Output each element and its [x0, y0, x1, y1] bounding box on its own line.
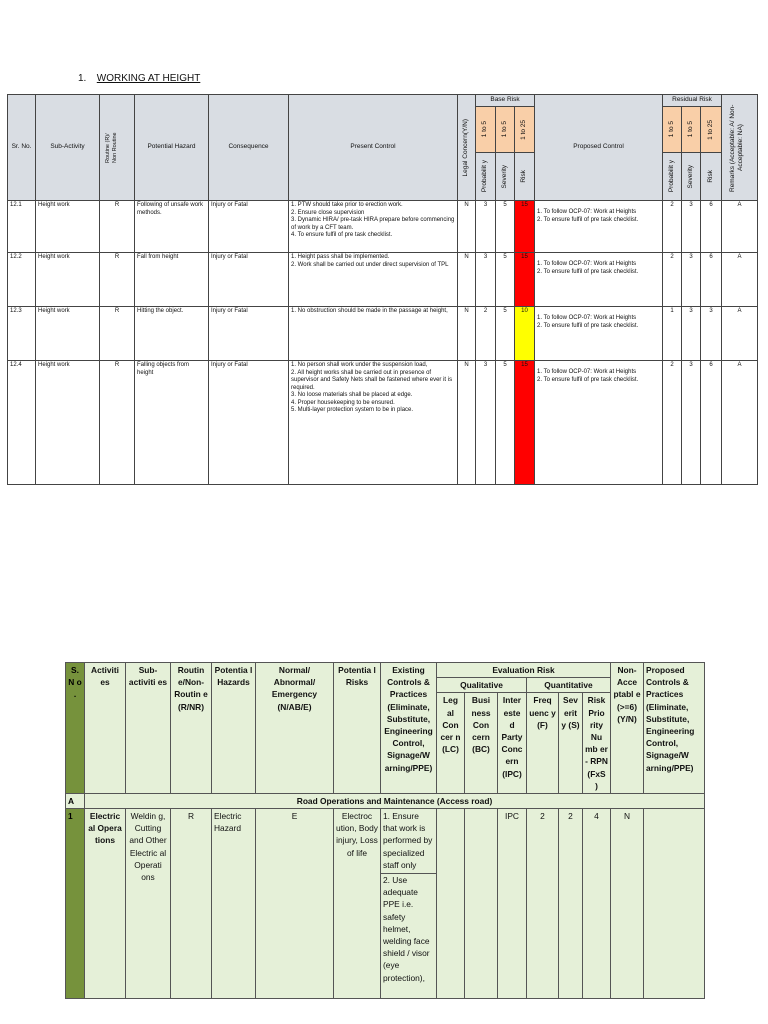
cell-remark: A	[722, 361, 758, 485]
header-present-control: Present Control	[289, 95, 458, 201]
cell-legal: N	[458, 201, 476, 253]
cell-proposed-control-line: 1. To follow OCP-07: Work at Heights	[537, 369, 637, 375]
t2-cell-bc	[465, 809, 498, 999]
cell-legal: N	[458, 361, 476, 485]
cell-severity: 5	[496, 307, 515, 361]
header-sub-activity: Sub-Activity	[36, 95, 100, 201]
t2-header-sno: S. N o .	[66, 663, 85, 794]
cell-sr-no: 12.3	[8, 307, 36, 361]
cell-legal: N	[458, 307, 476, 361]
header-routine: Routine (R)/ Non Routine	[100, 95, 135, 201]
t2-control-item: 1. Ensure that work is performed by specialized staff only	[381, 810, 436, 874]
t2-header-proposed-controls: Proposed Controls & Practices (Eliminate, Substitute, Engineering Control, Signage/W arning/PPE)	[644, 663, 705, 794]
header-base-probability: Probabilit y	[476, 153, 496, 201]
cell-present-control-line: 1. Height pass shall be implemented.	[291, 254, 390, 260]
cell-present-control	[289, 307, 458, 361]
cell-proposed-control-line: 1. To follow OCP-07: Work at Heights	[537, 209, 637, 215]
cell-present-control	[289, 361, 458, 485]
header-potential-hazard: Potential Hazard	[135, 95, 209, 201]
cell-present-control-line: 3. Dynamic HIRA/ pre-task HIRA prepare before commencing of work by a CFT team.	[291, 217, 455, 231]
section-number: 1.	[78, 73, 87, 84]
cell-res-severity: 3	[682, 253, 701, 307]
cell-proposed-control	[535, 307, 663, 361]
header-proposed-control: Proposed Control	[535, 95, 663, 201]
t2-header-routine: Routin e/Non- Routin e (R/NR)	[171, 663, 212, 794]
t2-header-frequency: Freq uenc y (F)	[527, 693, 559, 794]
header-residual-risk: Residual Risk	[663, 95, 722, 107]
t2-cell-controls	[381, 809, 437, 999]
header-consequence: Consequence	[209, 95, 289, 201]
cell-severity: 5	[496, 361, 515, 485]
table-row	[8, 253, 758, 307]
cell-routine: R	[100, 201, 135, 253]
header-res-risk-col: Risk	[701, 153, 722, 201]
cell-remark: A	[722, 201, 758, 253]
t2-cell-non-acceptable: N	[611, 809, 644, 999]
cell-proposed-control-line: 1. To follow OCP-07: Work at Heights	[537, 315, 637, 321]
cell-sr-no: 12.4	[8, 361, 36, 485]
cell-present-control-line: 5. Multi-layer protection system to be in place.	[291, 407, 414, 413]
header-base-risk-range: 1 to 25	[515, 107, 535, 153]
t2-cell-sno: 1	[66, 809, 85, 999]
t2-header-business-concern: Busi ness Con cern (BC)	[465, 693, 498, 794]
t2-control-item: 2. Use adequate PPE i.e. safety helmet, welding face shield / visor (eye protection),	[383, 875, 430, 983]
cell-proposed-control	[535, 361, 663, 485]
cell-severity: 5	[496, 253, 515, 307]
t2-header-activities: Activiti es	[85, 663, 126, 794]
cell-sub-activity: Height work	[36, 253, 100, 307]
t2-cell-lc	[437, 809, 465, 999]
cell-res-risk: 6	[701, 201, 722, 253]
t2-cell-severity: 2	[559, 809, 583, 999]
cell-res-probability: 2	[663, 201, 682, 253]
header-base-sev-range: 1 to 5	[496, 107, 515, 153]
header-base-severity: Severity	[496, 153, 515, 201]
cell-consequence: Injury or Fatal	[209, 201, 289, 253]
t2-header-quantitative: Quantitative	[527, 678, 611, 693]
t2-cell-rpn: 4	[583, 809, 611, 999]
header-res-severity: Severity	[682, 153, 701, 201]
t2-header-potential-risks: Potentia l Risks	[334, 663, 381, 794]
cell-probability: 2	[476, 307, 496, 361]
cell-res-risk: 6	[701, 361, 722, 485]
t2-section-id: A	[66, 793, 85, 808]
cell-res-severity: 3	[682, 361, 701, 485]
t2-header-rpn: Risk Prio rity Nu mb er - RPN (FxS )	[583, 693, 611, 794]
t2-header-non-acceptable: Non- Acce ptabl e (>=6) (Y/N)	[611, 663, 644, 794]
header-res-risk-range: 1 to 25	[701, 107, 722, 153]
t2-cell-proposed	[644, 809, 705, 999]
t2-header-sub-activities: Sub- activiti es	[126, 663, 171, 794]
cell-remark: A	[722, 307, 758, 361]
t2-cell-hazard: Electric Hazard	[212, 809, 256, 999]
t2-cell-ipc: IPC	[498, 809, 527, 999]
cell-res-severity: 3	[682, 201, 701, 253]
header-res-prob-range: 1 to 5	[663, 107, 682, 153]
t2-cell-sub-activity: Weldin g, Cutting and Other Electric al Operati ons	[126, 809, 171, 999]
cell-present-control-line: 1. No obstruction should be made in the passage at height,	[291, 308, 448, 314]
header-res-probability: Probabilit y	[663, 153, 682, 201]
cell-consequence: Injury or Fatal	[209, 253, 289, 307]
t2-section-row	[66, 793, 705, 808]
cell-risk: 10	[515, 307, 535, 361]
cell-hazard: Fall from height	[135, 253, 209, 307]
cell-probability: 3	[476, 253, 496, 307]
t2-cell-routine: R	[171, 809, 212, 999]
t2-cell-risks: Electroc ution, Body injury, Loss of life	[334, 809, 381, 999]
cell-res-risk: 6	[701, 253, 722, 307]
header-res-sev-range: 1 to 5	[682, 107, 701, 153]
cell-proposed-control-line: 2. To ensure fulfil of pre task checklist.	[537, 268, 639, 275]
cell-proposed-control	[535, 201, 663, 253]
section-title: WORKING AT HEIGHT	[96, 73, 201, 84]
t2-cell-normal: E	[256, 809, 334, 999]
cell-legal: N	[458, 253, 476, 307]
table-row	[8, 201, 758, 253]
cell-proposed-control-line: 1. To follow OCP-07: Work at Heights	[537, 261, 637, 267]
t2-header-potential-hazards: Potentia l Hazards	[212, 663, 256, 794]
cell-present-control	[289, 253, 458, 307]
t2-cell-activity: Electric al Opera tions	[85, 809, 126, 999]
cell-present-control-line: 1. No person shall work under the suspension load,	[291, 362, 428, 368]
t2-data-row	[66, 809, 705, 999]
t2-header-interested-party: Inter este d Party Conc ern (IPC)	[498, 693, 527, 794]
cell-res-probability: 2	[663, 253, 682, 307]
cell-present-control-line: 4. Proper housekeeping to be ensured.	[291, 399, 395, 406]
cell-proposed-control-line: 2. To ensure fulfil of pre task checklist.	[537, 376, 639, 383]
t2-cell-frequency: 2	[527, 809, 559, 999]
t2-header-legal-concern: Leg al Con cer n (LC)	[437, 693, 465, 794]
cell-res-probability: 2	[663, 361, 682, 485]
cell-present-control-line: 1. PTW should take prior to erection work.	[291, 202, 403, 208]
cell-res-risk: 3	[701, 307, 722, 361]
cell-proposed-control	[535, 253, 663, 307]
header-base-risk-col: Risk	[515, 153, 535, 201]
cell-sub-activity: Height work	[36, 361, 100, 485]
table-row	[8, 361, 758, 485]
header-legal-concern: Legal Concern(Y/N)	[458, 95, 476, 201]
t2-header-existing-controls: Existing Controls & Practices (Eliminate, Substitute, Engineering Control, Signage/W arning/PPE)	[381, 663, 437, 794]
header-remarks: Remarks (Acceptable: A/ Non- Acceptable: NA)	[722, 95, 758, 201]
cell-present-control-line: 2. Work shall be carried out under direct supervision of TPL	[291, 261, 449, 268]
cell-hazard: Falling objects from height	[135, 361, 209, 485]
cell-risk: 15	[515, 201, 535, 253]
cell-res-probability: 1	[663, 307, 682, 361]
t2-header-severity: Sev erit y (S)	[559, 693, 583, 794]
cell-present-control-line: 4. To ensure fulfil of pre task checklist.	[291, 232, 393, 238]
cell-proposed-control-line: 2. To ensure fulfil of pre task checklist.	[537, 322, 639, 329]
cell-risk: 15	[515, 253, 535, 307]
header-sr-no: Sr. No.	[8, 95, 36, 201]
risk-assessment-table-1	[7, 94, 758, 485]
cell-present-control-line: 2. All height works shall be carried out in presence of supervisor and Safety Nets shall be fastened where ever it is required.	[291, 369, 453, 391]
cell-res-severity: 3	[682, 307, 701, 361]
cell-sub-activity: Height work	[36, 307, 100, 361]
cell-hazard: Hitting the object.	[135, 307, 209, 361]
cell-routine: R	[100, 253, 135, 307]
header-base-prob-range: 1 to 5	[476, 107, 496, 153]
cell-proposed-control-line: 2. To ensure fulfil of pre task checklist.	[537, 216, 639, 223]
cell-hazard: Following of unsafe work methods.	[135, 201, 209, 253]
cell-consequence: Injury or Fatal	[209, 361, 289, 485]
risk-assessment-table-2	[65, 662, 705, 999]
cell-sr-no: 12.2	[8, 253, 36, 307]
table-row	[8, 307, 758, 361]
cell-routine: R	[100, 307, 135, 361]
section-heading	[78, 73, 200, 84]
cell-risk: 15	[515, 361, 535, 485]
cell-routine: R	[100, 361, 135, 485]
cell-probability: 3	[476, 361, 496, 485]
t2-header-qualitative: Qualitative	[437, 678, 527, 693]
cell-present-control	[289, 201, 458, 253]
cell-probability: 3	[476, 201, 496, 253]
cell-present-control-line: 2. Ensure close supervision	[291, 209, 365, 216]
t2-header-evaluation-risk: Evaluation Risk	[437, 663, 611, 678]
cell-sr-no: 12.1	[8, 201, 36, 253]
t2-section-title: Road Operations and Maintenance (Access road)	[85, 793, 705, 808]
t2-header-normal: Normal/ Abnormal/ Emergency (N/AB/E)	[256, 663, 334, 794]
header-base-risk: Base Risk	[476, 95, 535, 107]
cell-remark: A	[722, 253, 758, 307]
cell-severity: 5	[496, 201, 515, 253]
cell-sub-activity: Height work	[36, 201, 100, 253]
cell-consequence: Injury or Fatal	[209, 307, 289, 361]
cell-present-control-line: 3. No loose materials shall be placed at edge.	[291, 392, 413, 398]
